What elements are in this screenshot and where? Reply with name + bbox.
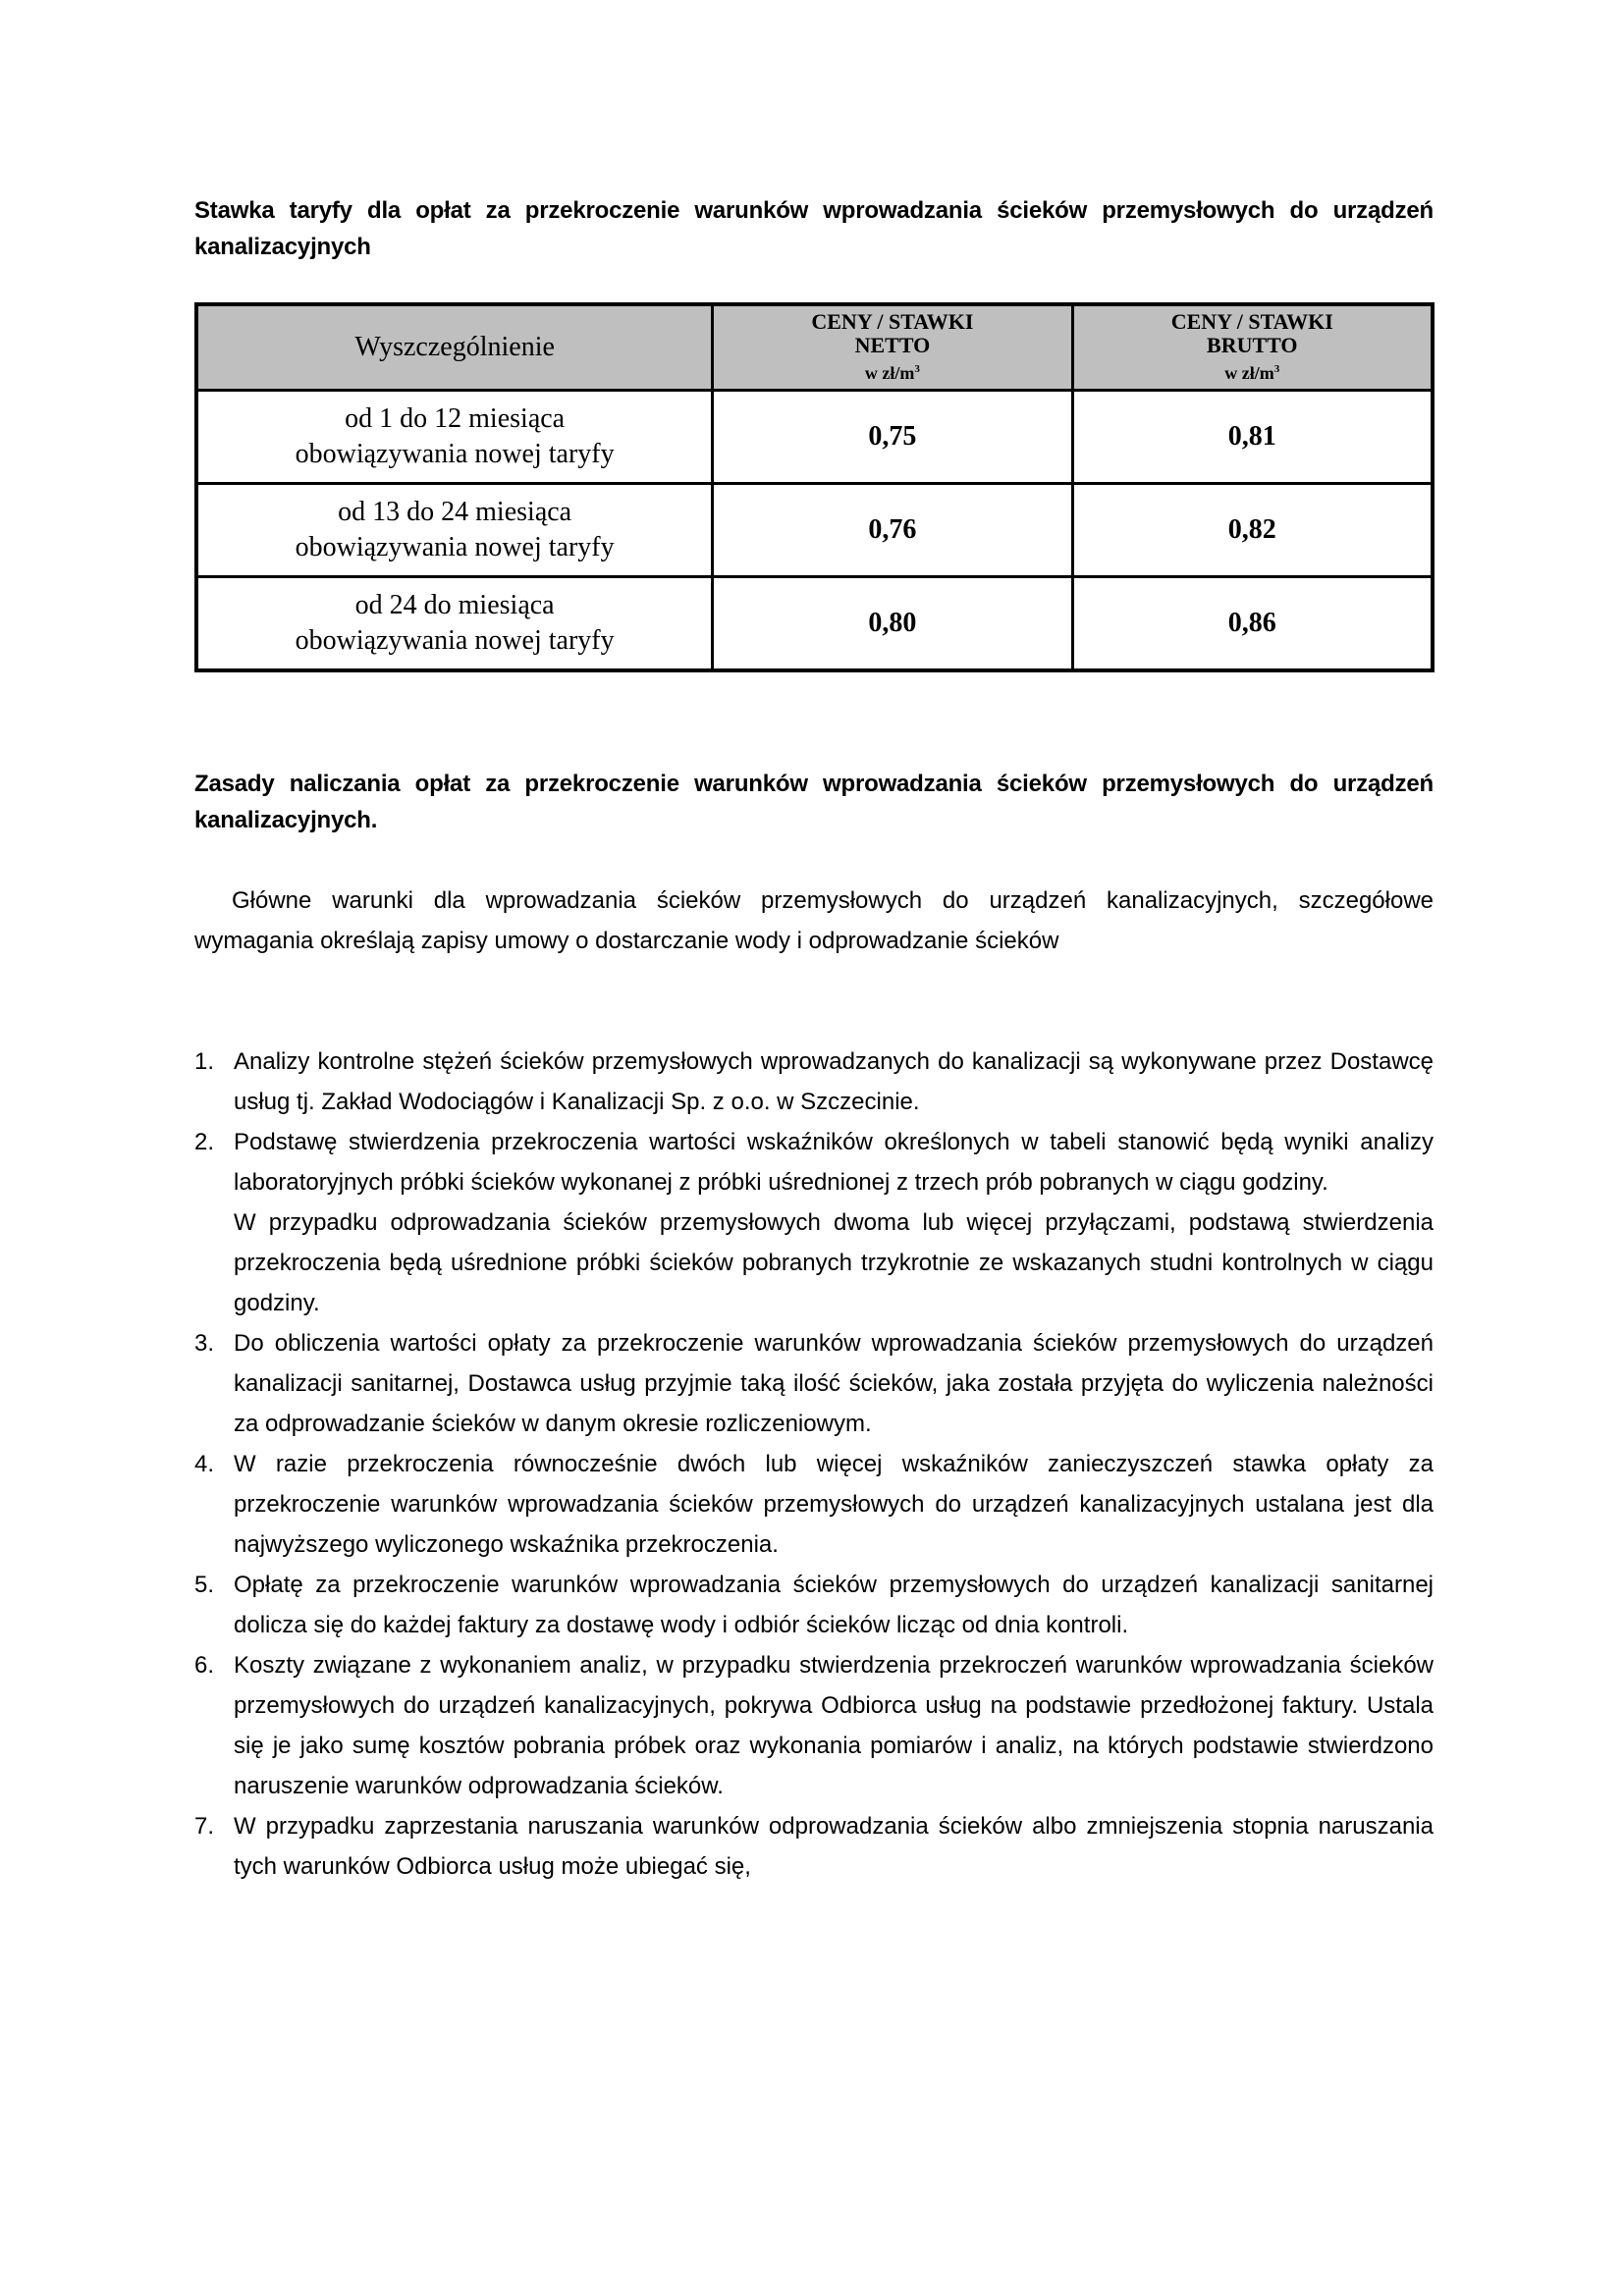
list-item-text: Do obliczenia wartości opłaty za przekroczenie warunków wprowadzania ścieków przemysłowych do urządzeń kanalizacji sanitarnej, Dostawca usług przyjmie taką ilość ścieków, jaka została przyjęta do wyliczenia należności za odprowadzanie ścieków w danym okresie rozliczeniowym.: [234, 1330, 1434, 1437]
unit-text: w zł/m: [864, 363, 915, 383]
table-header-row: [196, 304, 1433, 391]
period-line1: od 13 do 24 miesiąca: [338, 497, 572, 527]
list-number: 1.: [194, 1048, 215, 1075]
list-item: [194, 1323, 1434, 1444]
row-brutto-value: 0,81: [1072, 391, 1433, 484]
rules-section-heading: Zasady naliczania opłat za przekroczenie warunków wprowadzania ścieków przemysłowych do urządzeń kanalizacyjnych.: [194, 771, 1434, 833]
list-item-text: W razie przekroczenia równocześnie dwóch lub więcej wskaźników zanieczyszczeń stawka opłaty za przekroczenie warunków wprowadzania ścieków przemysłowych do urządzeń kanalizacyjnych ustalana jest dla najwyższego wyliczonego wskaźnika przekroczenia.: [234, 1451, 1434, 1558]
header-brutto: [1072, 304, 1433, 391]
list-item-text: Analizy kontrolne stężeń ścieków przemysłowych wprowadzanych do kanalizacji są wykonywane przez Dostawcę usług tj. Zakład Wodociągów i Kanalizacji Sp. z o.o. w Szczecinie.: [234, 1048, 1434, 1115]
period-line2: obowiązywania nowej taryfy: [295, 532, 615, 562]
header-netto-unit: [714, 357, 1070, 385]
list-item-text: Podstawę stwierdzenia przekroczenia wartości wskaźników określonych w tabeli stanowić będą wyniki analizy laboratoryjnych próbki ścieków wykonanej z próbki uśrednionej z trzech prób pobranych w ciągu godziny.: [234, 1129, 1434, 1196]
header-netto-line2: NETTO: [854, 333, 931, 357]
list-item: [194, 1565, 1434, 1645]
header-specification: Wyszczególnienie: [196, 304, 713, 391]
period-line1: od 1 do 12 miesiąca: [345, 403, 566, 434]
row-brutto-value: 0,86: [1072, 577, 1433, 671]
row-netto-value: 0,76: [713, 484, 1072, 577]
tariff-table: [194, 302, 1435, 672]
list-number: 6.: [194, 1652, 215, 1679]
intro-paragraph: Główne warunki dla wprowadzania ścieków przemysłowych do urządzeń kanalizacyjnych, szczegółowe wymagania określają zapisy umowy o dostarczanie wody i odprowadzanie ścieków: [194, 887, 1434, 954]
period-line1: od 24 do miesiąca: [354, 590, 555, 620]
list-number: 4.: [194, 1451, 215, 1477]
tariff-section-heading: Stawka taryfy dla opłat za przekroczenie warunków wprowadzania ścieków przemysłowych do urządzeń kanalizacyjnych: [194, 197, 1434, 260]
list-item-text: Opłatę za przekroczenie warunków wprowadzania ścieków przemysłowych do urządzeń kanalizacji sanitarnej dolicza się do każdej faktury za dostawę wody i odbiór ścieków licząc od dnia kontroli.: [234, 1572, 1434, 1638]
period-line2: obowiązywania nowej taryfy: [295, 625, 615, 656]
list-number: 3.: [194, 1330, 215, 1357]
row-netto-value: 0,75: [713, 391, 1072, 484]
rules-list: [194, 1041, 1434, 1887]
list-item-text: Koszty związane z wykonaniem analiz, w przypadku stwierdzenia przekroczeń warunków wprowadzania ścieków przemysłowych do urządzeń kanalizacyjnych, pokrywa Odbiorca usług na podstawie przedłożonej faktury. Ustala się je jako sumę kosztów pobrania próbek oraz wykonania pomiarów i analiz, na których podstawie stwierdzono naruszenie warunków odprowadzania ścieków.: [234, 1652, 1434, 1799]
header-brutto-line1: CENY / STAWKI: [1170, 309, 1333, 334]
list-item-text: W przypadku odprowadzania ścieków przemysłowych dwoma lub więcej przyłączami, podstawą stwierdzenia przekroczenia będą uśrednione próbki ścieków pobranych trzykrotnie ze wskazanych studni kontrolnych w ciągu godziny.: [234, 1209, 1434, 1316]
unit-superscript: 3: [914, 363, 920, 375]
period-line2: obowiązywania nowej taryfy: [295, 439, 615, 469]
table-row: [196, 577, 1433, 671]
row-period: [196, 391, 713, 484]
header-netto: [713, 304, 1072, 391]
table-row: [196, 484, 1433, 577]
row-netto-value: 0,80: [713, 577, 1072, 671]
list-number: 2.: [194, 1129, 215, 1155]
list-item: [194, 1444, 1434, 1565]
list-item-text: W przypadku zaprzestania naruszania warunków odprowadzania ścieków albo zmniejszenia stopnia naruszania tych warunków Odbiorca usług może ubiegać się,: [234, 1813, 1434, 1880]
list-item: [194, 1806, 1434, 1887]
list-item: [194, 1645, 1434, 1806]
row-period: [196, 577, 713, 671]
header-brutto-line2: BRUTTO: [1207, 333, 1298, 357]
row-period: [196, 484, 713, 577]
row-brutto-value: 0,82: [1072, 484, 1433, 577]
list-number: 7.: [194, 1813, 215, 1840]
list-number: 5.: [194, 1572, 215, 1598]
unit-text: w zł/m: [1224, 363, 1274, 383]
table-row: [196, 391, 1433, 484]
header-brutto-unit: [1074, 357, 1431, 385]
unit-superscript: 3: [1273, 363, 1280, 375]
header-netto-line1: CENY / STAWKI: [811, 309, 974, 334]
list-item: [194, 1122, 1434, 1323]
list-item: [194, 1041, 1434, 1122]
